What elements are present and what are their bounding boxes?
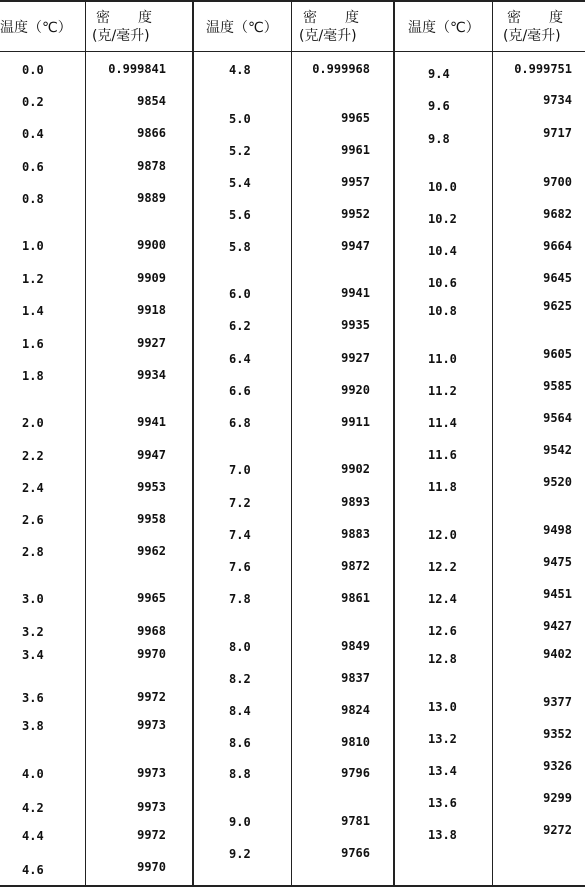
temperature-cell: 3.2 [22, 625, 44, 639]
temperature-cell: 8.6 [229, 736, 251, 750]
temperature-cell: 8.4 [229, 704, 251, 718]
density-cell: 9934 [137, 368, 166, 382]
temperature-cell: 13.6 [428, 796, 457, 810]
density-cell: 9920 [341, 383, 370, 397]
temperature-cell: 4.2 [22, 801, 44, 815]
density-cell: 9427 [543, 619, 572, 633]
column-divider [192, 0, 194, 887]
density-cell: 0.999841 [108, 62, 166, 76]
density-cell: 9849 [341, 639, 370, 653]
temperature-cell: 1.6 [22, 337, 44, 351]
temperature-cell: 10.4 [428, 244, 457, 258]
temperature-cell: 2.8 [22, 545, 44, 559]
density-cell: 9326 [543, 759, 572, 773]
density-cell: 9585 [543, 379, 572, 393]
density-cell: 9664 [543, 239, 572, 253]
density-header-bottom: (克/毫升) [503, 28, 561, 44]
temperature-cell: 3.4 [22, 648, 44, 662]
temperature-cell: 11.6 [428, 448, 457, 462]
temperature-cell: 3.6 [22, 691, 44, 705]
temperature-cell: 1.4 [22, 304, 44, 318]
temperature-cell: 10.6 [428, 276, 457, 290]
temperature-cell: 8.0 [229, 640, 251, 654]
temperature-cell: 7.2 [229, 496, 251, 510]
temperature-cell: 13.2 [428, 732, 457, 746]
density-cell: 9952 [341, 207, 370, 221]
density-header-top: 密 度 [303, 10, 359, 26]
density-cell: 9866 [137, 126, 166, 140]
density-cell: 9941 [137, 415, 166, 429]
density-cell: 9947 [137, 448, 166, 462]
temperature-cell: 4.6 [22, 863, 44, 877]
temperature-cell: 7.0 [229, 463, 251, 477]
density-cell: 9451 [543, 587, 572, 601]
temperature-cell: 0.2 [22, 95, 44, 109]
temperature-cell: 2.2 [22, 449, 44, 463]
temperature-cell: 7.4 [229, 528, 251, 542]
density-cell: 9717 [543, 126, 572, 140]
temperature-cell: 10.8 [428, 304, 457, 318]
density-cell: 9965 [341, 111, 370, 125]
temperature-cell: 11.2 [428, 384, 457, 398]
temperature-cell: 12.8 [428, 652, 457, 666]
density-cell: 9824 [341, 703, 370, 717]
density-cell: 9973 [137, 766, 166, 780]
temperature-cell: 4.8 [229, 63, 251, 77]
column-divider [492, 0, 493, 887]
temperature-cell: 9.4 [428, 67, 450, 81]
density-cell: 9902 [341, 462, 370, 476]
density-cell: 9475 [543, 555, 572, 569]
temperature-cell: 10.0 [428, 180, 457, 194]
density-cell: 9911 [341, 415, 370, 429]
density-cell: 9878 [137, 159, 166, 173]
density-cell: 9377 [543, 695, 572, 709]
density-cell: 9645 [543, 271, 572, 285]
temperature-cell: 12.4 [428, 592, 457, 606]
density-cell: 9837 [341, 671, 370, 685]
density-cell: 9962 [137, 544, 166, 558]
temperature-cell: 5.0 [229, 112, 251, 126]
density-cell: 9520 [543, 475, 572, 489]
density-cell: 9918 [137, 303, 166, 317]
header-rule [0, 51, 585, 52]
temperature-cell: 0.4 [22, 127, 44, 141]
density-cell: 9883 [341, 527, 370, 541]
temperature-cell: 3.8 [22, 719, 44, 733]
density-cell: 9402 [543, 647, 572, 661]
density-cell: 9861 [341, 591, 370, 605]
density-cell: 9953 [137, 480, 166, 494]
density-cell: 9947 [341, 239, 370, 253]
density-cell: 9893 [341, 495, 370, 509]
density-cell: 9542 [543, 443, 572, 457]
temperature-cell: 4.0 [22, 767, 44, 781]
temperature-cell: 7.6 [229, 560, 251, 574]
temperature-cell: 11.4 [428, 416, 457, 430]
density-cell: 9927 [137, 336, 166, 350]
density-cell: 9299 [543, 791, 572, 805]
density-cell: 9970 [137, 647, 166, 661]
temperature-cell: 5.6 [229, 208, 251, 222]
density-header-bottom: (克/毫升) [92, 28, 150, 44]
temperature-cell: 4.4 [22, 829, 44, 843]
temperature-cell: 5.4 [229, 176, 251, 190]
density-header-bottom: (克/毫升) [299, 28, 357, 44]
temperature-cell: 1.0 [22, 239, 44, 253]
column-divider [393, 0, 395, 887]
density-cell: 9958 [137, 512, 166, 526]
temperature-cell: 1.8 [22, 369, 44, 383]
temperature-cell: 7.8 [229, 592, 251, 606]
temperature-cell: 6.8 [229, 416, 251, 430]
temperature-cell: 12.0 [428, 528, 457, 542]
density-cell: 9352 [543, 727, 572, 741]
temperature-cell: 12.6 [428, 624, 457, 638]
temperature-header: 温度（℃） [206, 20, 278, 36]
temperature-cell: 0.6 [22, 160, 44, 174]
temperature-cell: 6.0 [229, 287, 251, 301]
temperature-cell: 0.0 [22, 63, 44, 77]
density-cell: 9970 [137, 860, 166, 874]
column-divider [85, 0, 86, 887]
density-cell: 9909 [137, 271, 166, 285]
density-header-top: 密 度 [96, 10, 152, 26]
density-cell: 9972 [137, 690, 166, 704]
temperature-cell: 13.4 [428, 764, 457, 778]
density-cell: 9625 [543, 299, 572, 313]
table-top-border [0, 0, 585, 2]
density-cell: 9900 [137, 238, 166, 252]
temperature-cell: 2.0 [22, 416, 44, 430]
table-bottom-border [0, 885, 585, 887]
temperature-cell: 5.2 [229, 144, 251, 158]
temperature-cell: 13.8 [428, 828, 457, 842]
density-cell: 0.999751 [514, 62, 572, 76]
temperature-cell: 10.2 [428, 212, 457, 226]
density-cell: 9968 [137, 624, 166, 638]
density-cell: 9498 [543, 523, 572, 537]
density-cell: 9941 [341, 286, 370, 300]
density-cell: 9961 [341, 143, 370, 157]
temperature-header: 温度（℃） [0, 20, 72, 36]
density-cell: 9972 [137, 828, 166, 842]
temperature-cell: 2.4 [22, 481, 44, 495]
density-cell: 9781 [341, 814, 370, 828]
temperature-header: 温度（℃） [408, 20, 480, 36]
density-cell: 9973 [137, 800, 166, 814]
density-cell: 9682 [543, 207, 572, 221]
density-cell: 9766 [341, 846, 370, 860]
temperature-cell: 5.8 [229, 240, 251, 254]
density-cell: 9935 [341, 318, 370, 332]
density-cell: 9889 [137, 191, 166, 205]
density-cell: 9973 [137, 718, 166, 732]
temperature-cell: 11.8 [428, 480, 457, 494]
density-cell: 9605 [543, 347, 572, 361]
temperature-cell: 9.2 [229, 847, 251, 861]
temperature-cell: 6.2 [229, 319, 251, 333]
density-cell: 9564 [543, 411, 572, 425]
temperature-cell: 8.8 [229, 767, 251, 781]
density-cell: 0.999968 [312, 62, 370, 76]
density-cell: 9796 [341, 766, 370, 780]
column-divider [291, 0, 292, 887]
temperature-cell: 0.8 [22, 192, 44, 206]
temperature-cell: 2.6 [22, 513, 44, 527]
temperature-cell: 6.4 [229, 352, 251, 366]
density-cell: 9272 [543, 823, 572, 837]
density-cell: 9854 [137, 94, 166, 108]
density-cell: 9810 [341, 735, 370, 749]
temperature-cell: 11.0 [428, 352, 457, 366]
temperature-cell: 6.6 [229, 384, 251, 398]
density-cell: 9700 [543, 175, 572, 189]
density-cell: 9927 [341, 351, 370, 365]
density-cell: 9957 [341, 175, 370, 189]
density-header-top: 密 度 [507, 10, 563, 26]
temperature-cell: 8.2 [229, 672, 251, 686]
temperature-cell: 12.2 [428, 560, 457, 574]
density-cell: 9734 [543, 93, 572, 107]
temperature-cell: 3.0 [22, 592, 44, 606]
temperature-cell: 9.6 [428, 99, 450, 113]
temperature-cell: 9.0 [229, 815, 251, 829]
temperature-cell: 9.8 [428, 132, 450, 146]
density-cell: 9872 [341, 559, 370, 573]
density-cell: 9965 [137, 591, 166, 605]
temperature-cell: 13.0 [428, 700, 457, 714]
temperature-cell: 1.2 [22, 272, 44, 286]
